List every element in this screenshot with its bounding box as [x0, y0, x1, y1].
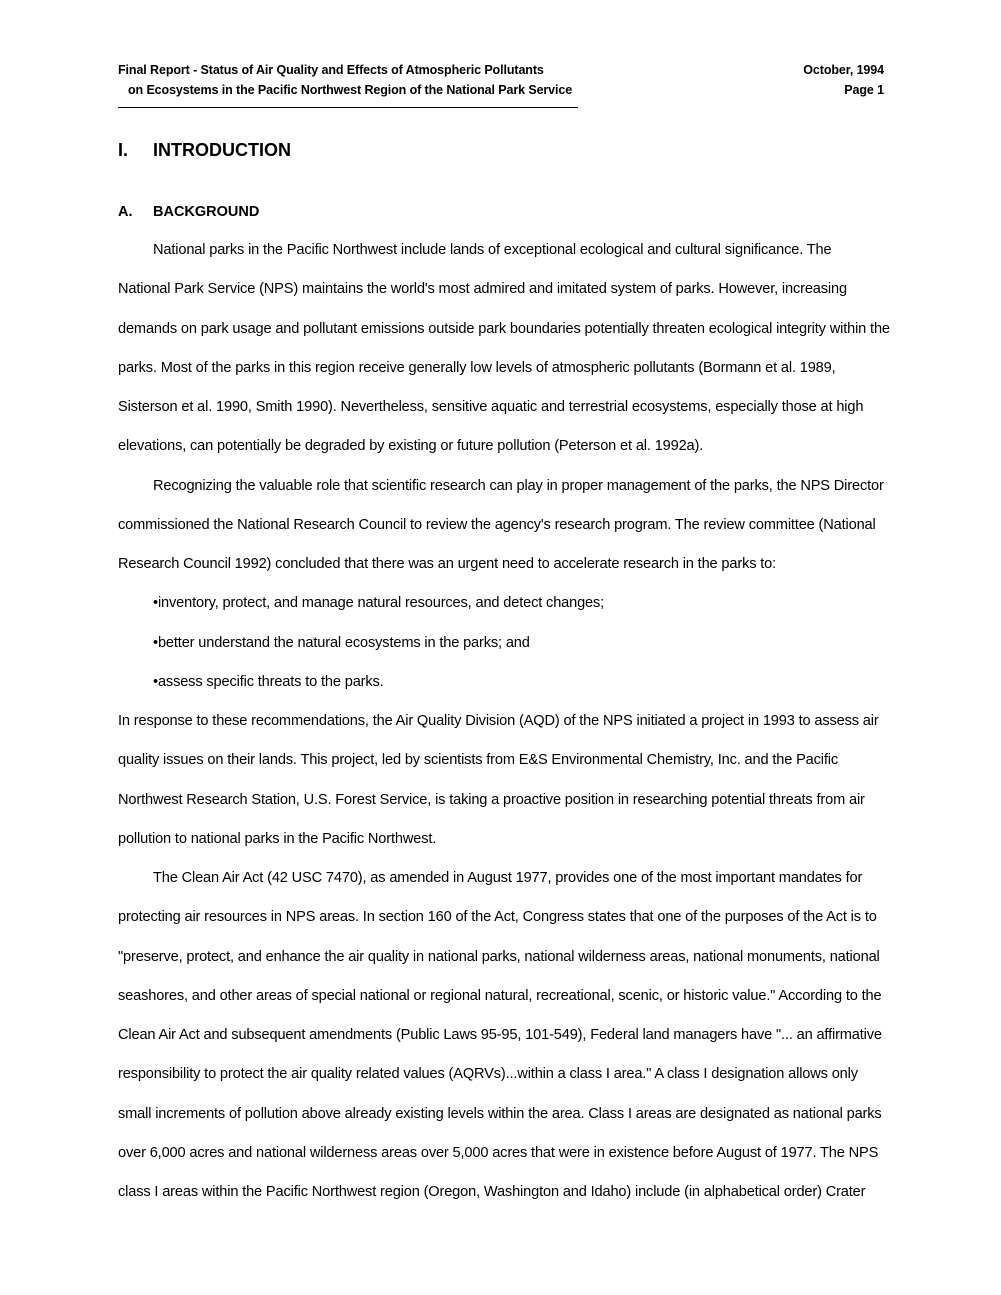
body-line: commissioned the National Research Council to review the agency's research program. The review committee (National	[118, 517, 876, 533]
body-line: over 6,000 acres and national wilderness areas over 5,000 acres that were in existence before August of 1977. The NPS	[118, 1145, 879, 1161]
body-line: parks. Most of the parks in this region receive generally low levels of atmospheric pollutants (Bormann et al. 1989,	[118, 360, 836, 376]
body-line: protecting air resources in NPS areas. In section 160 of the Act, Congress states that one of the purposes of the Act is to	[118, 909, 877, 925]
body-line: National Park Service (NPS) maintains the world's most admired and imitated system of parks. However, increasing	[118, 281, 847, 297]
body-line: Recognizing the valuable role that scientific research can play in proper management of the parks, the NPS Director	[153, 478, 884, 494]
body-line: National parks in the Pacific Northwest include lands of exceptional ecological and cultural significance. The	[153, 242, 832, 258]
body-line: small increments of pollution above already existing levels within the area. Class I areas are designated as national parks	[118, 1106, 882, 1122]
section-number: I.	[118, 140, 129, 160]
body-line: seashores, and other areas of special national or regional natural, recreational, scenic, or historic value." According to the	[118, 988, 882, 1004]
body-line: Research Council 1992) concluded that there was an urgent need to accelerate research in the parks to:	[118, 556, 777, 572]
body-line: In response to these recommendations, the Air Quality Division (AQD) of the NPS initiated a project in 1993 to assess air	[118, 713, 879, 729]
body-line: "preserve, protect, and enhance the air quality in national parks, national wilderness areas, national monuments, national	[118, 949, 880, 965]
body-line: Clean Air Act and subsequent amendments (Public Laws 95-95, 101-549), Federal land managers have "... an affirmative	[118, 1027, 882, 1043]
body-line: pollution to national parks in the Pacific Northwest.	[118, 831, 437, 847]
body-line: demands on park usage and pollutant emissions outside park boundaries potentially threaten ecological integrity within the	[118, 321, 890, 337]
header-rule	[118, 107, 578, 108]
bullet-item: •better understand the natural ecosystems in the parks; and	[153, 635, 530, 651]
report-title-line-1: Final Report - Status of Air Quality and Effects of Atmospheric Pollutants	[118, 63, 544, 77]
page-number: Page 1	[844, 83, 884, 97]
body-line: elevations, can potentially be degraded by existing or future pollution (Peterson et al. 1992a).	[118, 438, 704, 454]
subsection-title: BACKGROUND	[153, 204, 260, 220]
body-line: Northwest Research Station, U.S. Forest Service, is taking a proactive position in researching potential threats from air	[118, 792, 865, 808]
body-line: class I areas within the Pacific Northwest region (Oregon, Washington and Idaho) include (in alphabetical order) Crater	[118, 1184, 866, 1200]
body-line: Sisterson et al. 1990, Smith 1990). Nevertheless, sensitive aquatic and terrestrial ecosystems, especially those at high	[118, 399, 864, 415]
body-line: responsibility to protect the air quality related values (AQRVs)...within a class I area." A class I designation allows only	[118, 1066, 858, 1082]
report-date: October, 1994	[803, 63, 884, 77]
subsection-number: A.	[118, 204, 133, 220]
body-line: quality issues on their lands. This project, led by scientists from E&S Environmental Chemistry, Inc. and the Pacific	[118, 752, 839, 768]
section-title: INTRODUCTION	[153, 140, 291, 160]
bullet-item: •assess specific threats to the parks.	[153, 674, 384, 690]
report-title-line-2: on Ecosystems in the Pacific Northwest Region of the National Park Service	[128, 83, 573, 97]
body-line: The Clean Air Act (42 USC 7470), as amended in August 1977, provides one of the most important mandates for	[153, 870, 863, 886]
bullet-item: •inventory, protect, and manage natural resources, and detect changes;	[153, 595, 605, 611]
